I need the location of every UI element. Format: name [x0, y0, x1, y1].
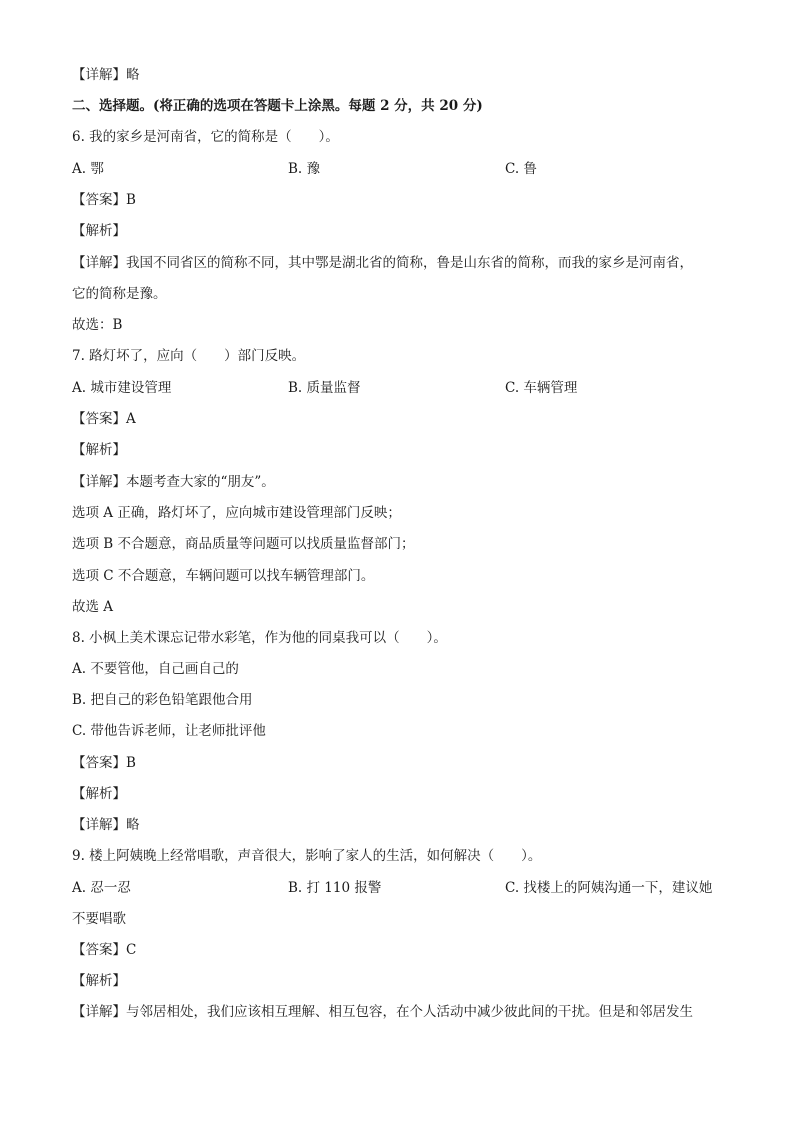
- q7-option-b: B. 质量监督: [288, 380, 361, 396]
- q9-option-c-cont: 不要唱歌: [72, 911, 126, 927]
- q6-detail-1: 【详解】我国不同省区的简称不同，其中鄂是湖北省的简称，鲁是山东省的简称，而我的家乡是河南省，: [72, 255, 693, 271]
- question-6: 6. 我的家乡是河南省，它的简称是（ ）。: [72, 129, 339, 145]
- q9-option-b: B. 打 110 报警: [288, 880, 382, 896]
- q8-detail: 【详解】略: [72, 817, 140, 833]
- question-7: 7. 路灯坏了，应向（ ）部门反映。: [72, 348, 306, 364]
- q9-option-c: C. 找楼上的阿姨沟通一下，建议她: [505, 880, 713, 896]
- q7-detail-2: 选项 A 正确，路灯坏了，应向城市建设管理部门反映；: [72, 505, 401, 521]
- q6-option-a: A. 鄂: [72, 161, 104, 177]
- question-9: 9. 楼上阿姨晚上经常唱歌，声音很大，影响了家人的生活，如何解决（ ）。: [72, 848, 542, 864]
- q7-detail-3: 选项 B 不合题意，商品质量等问题可以找质量监督部门；: [72, 536, 415, 552]
- q6-detail-2: 它的简称是豫。: [72, 286, 167, 302]
- q6-option-c: C. 鲁: [505, 161, 537, 177]
- q7-detail-1: 【详解】本题考查大家的“朋友”。: [72, 474, 275, 490]
- q9-option-a: A. 忍一忍: [72, 880, 131, 896]
- q6-option-b: B. 豫: [288, 161, 321, 177]
- q7-detail-4: 选项 C 不合题意，车辆问题可以找车辆管理部门。: [72, 568, 375, 584]
- q8-option-a: A. 不要管他，自己画自己的: [72, 661, 239, 677]
- question-8: 8. 小枫上美术课忘记带水彩笔，作为他的同桌我可以（ ）。: [72, 630, 447, 646]
- q7-option-a: A. 城市建设管理: [72, 380, 172, 396]
- section-heading: 二、选择题。(将正确的选项在答题卡上涂黑。每题 2 分，共 20 分): [72, 98, 483, 114]
- q8-option-c: C. 带他告诉老师，让老师批评他: [72, 723, 266, 739]
- q8-option-b: B. 把自己的彩色铅笔跟他合用: [72, 692, 253, 708]
- q7-analysis: 【解析】: [72, 442, 126, 458]
- prev-detail-line: 【详解】略: [72, 67, 140, 83]
- q9-detail: 【详解】与邻居相处，我们应该相互理解、相互包容，在个人活动中减少彼此间的干扰。但是和邻居发生: [72, 1004, 693, 1020]
- q7-option-c: C. 车辆管理: [505, 380, 578, 396]
- q6-answer: 【答案】B: [72, 192, 136, 208]
- q9-analysis: 【解析】: [72, 973, 126, 989]
- q7-answer: 【答案】A: [72, 411, 136, 427]
- q8-answer: 【答案】B: [72, 755, 136, 771]
- q9-answer: 【答案】C: [72, 942, 137, 958]
- q8-analysis: 【解析】: [72, 786, 126, 802]
- q6-conclusion: 故选：B: [72, 317, 123, 333]
- q7-conclusion: 故选 A: [72, 599, 114, 615]
- q6-analysis: 【解析】: [72, 223, 126, 239]
